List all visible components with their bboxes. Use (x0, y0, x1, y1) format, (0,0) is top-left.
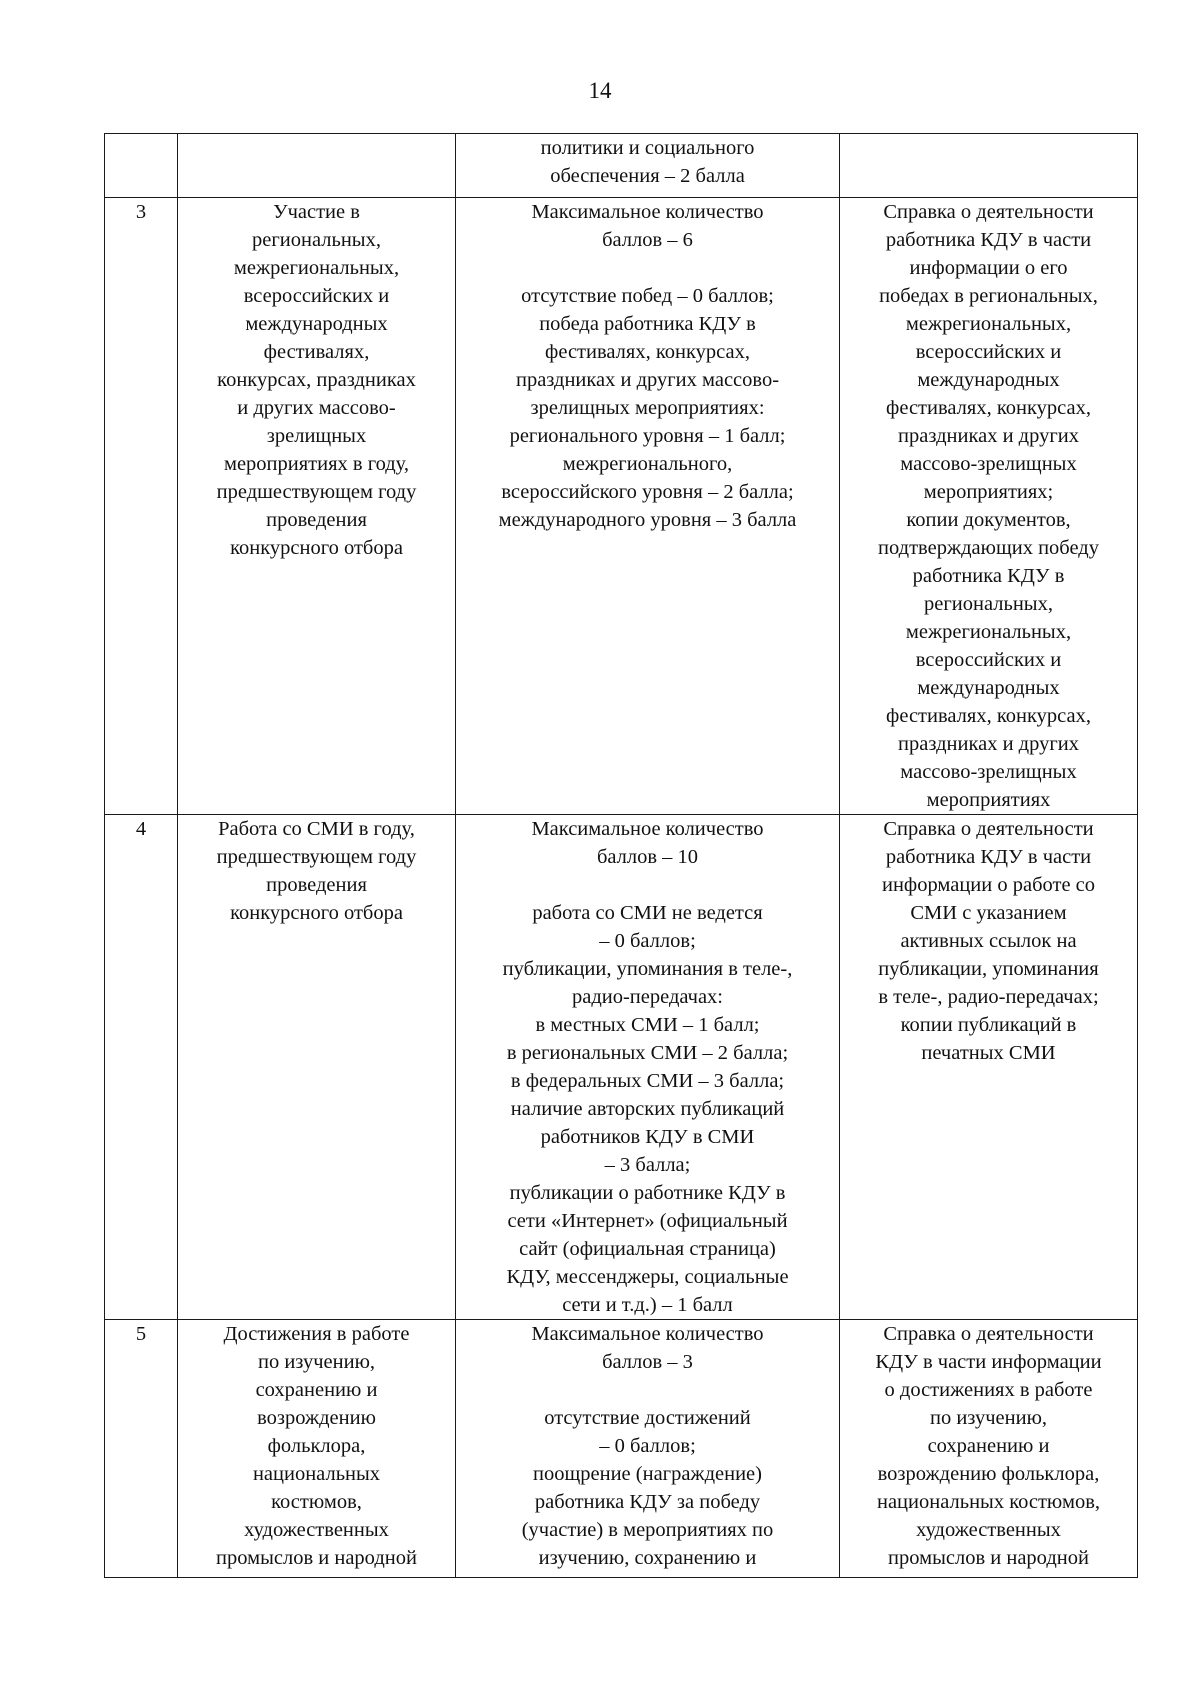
text-line: мероприятиях; (923, 481, 1054, 503)
paragraph-gap (462, 1376, 833, 1404)
text-line: региональных, (924, 593, 1053, 615)
text-line: работника КДУ в части (885, 846, 1092, 868)
text-line: (участие) в мероприятиях по (521, 1519, 774, 1541)
cell-scoring (456, 198, 840, 815)
text-line: баллов – 10 (596, 846, 699, 868)
text-line: радио-передачах: (571, 986, 724, 1008)
page-number: 14 (588, 78, 612, 103)
text-line: возрождению фольклора, (877, 1463, 1100, 1485)
cell-num: 3 (105, 198, 178, 815)
text-line: праздниках и других (898, 425, 1079, 447)
text-line: национальных (252, 1463, 381, 1485)
text-line: изучению, сохранению и (538, 1547, 757, 1569)
text-line: межрегионального, (562, 453, 733, 475)
text-line: фестивалях, конкурсах, (545, 341, 750, 363)
cell-scoring (456, 815, 840, 1320)
text-line: КДУ в части информации (875, 1351, 1102, 1373)
text-line: сохранению и (927, 1435, 1050, 1457)
text-line: СМИ с указанием (910, 902, 1067, 924)
text-line: публикации, упоминания в теле-, (502, 958, 793, 980)
cell-num: 4 (105, 815, 178, 1320)
text-line: праздниках и других массово- (515, 369, 780, 391)
text-line: межрегиональных, (905, 313, 1072, 335)
text-line: о достижениях в работе (884, 1379, 1093, 1401)
text-line: художественных (916, 1519, 1061, 1541)
cell-documents (840, 198, 1138, 815)
text-line: по изучению, (929, 1407, 1048, 1429)
table-row-continuation (105, 134, 1138, 198)
cell-documents (840, 815, 1138, 1320)
cell-criterion (178, 815, 456, 1320)
text-line: массово-зрелищных (900, 453, 1077, 475)
text-line: фестивалях, (263, 341, 370, 363)
text-line: конкурсного отбора (230, 902, 403, 924)
cell-num: 5 (105, 1320, 178, 1578)
text-line: зрелищных (266, 425, 367, 447)
text-line: работника КДУ в части (885, 229, 1092, 251)
cell-scoring (456, 134, 840, 198)
text-line: работника КДУ в (912, 565, 1065, 587)
text-line: наличие авторских публикаций (510, 1098, 785, 1120)
text-line: всероссийского уровня – 2 балла; (501, 481, 794, 503)
text-line: художественных (244, 1519, 389, 1541)
text-line: фестивалях, конкурсах, (886, 397, 1091, 419)
text-line: – 0 баллов; (599, 930, 696, 952)
cell-documents (840, 1320, 1138, 1578)
text-line: всероссийских и (243, 285, 390, 307)
text-line: публикации о работнике КДУ в (509, 1182, 786, 1204)
text-line: Справка о деятельности (883, 1323, 1094, 1345)
text-line: КДУ, мессенджеры, социальные (506, 1266, 789, 1288)
paragraph-gap (462, 254, 833, 282)
text-line: баллов – 3 (602, 1351, 693, 1373)
text-line: Максимальное количество (531, 1323, 764, 1345)
text-line: копии публикаций в (900, 1014, 1077, 1036)
text-line: промыслов и народной (216, 1547, 417, 1569)
text-line: фестивалях, конкурсах, (886, 705, 1091, 727)
text-line: фольклора, (267, 1435, 366, 1457)
text-line: по изучению, (257, 1351, 376, 1373)
text-line: Справка о деятельности (883, 818, 1094, 840)
text-line: баллов – 6 (602, 229, 693, 251)
text-line: активных ссылок на (900, 930, 1077, 952)
text-line: сети и т.д.) – 1 балл (562, 1294, 733, 1316)
text-line: победа работника КДУ в (539, 313, 756, 335)
cell-criterion (178, 134, 456, 198)
text-line: Участие в (273, 201, 360, 223)
text-line: в местных СМИ – 1 балл; (535, 1014, 760, 1036)
text-line: обеспечения – 2 балла (550, 165, 745, 187)
text-line: предшествующем году (216, 846, 417, 868)
table-row (105, 815, 1138, 1320)
text-line: в федеральных СМИ – 3 балла; (510, 1070, 785, 1092)
text-line: сети «Интернет» (официальный (507, 1210, 788, 1232)
text-line: Максимальное количество (531, 818, 764, 840)
text-line: печатных СМИ (921, 1042, 1056, 1064)
text-line: зрелищных мероприятиях: (530, 397, 765, 419)
text-line: международного уровня – 3 балла (498, 509, 797, 531)
text-line: межрегиональных, (233, 257, 400, 279)
text-line: национальных костюмов, (876, 1491, 1101, 1513)
text-line: работа со СМИ не ведется (532, 902, 763, 924)
text-line: регионального уровня – 1 балл; (509, 425, 786, 447)
text-line: сохранению и (255, 1379, 378, 1401)
text-line: международных (245, 313, 388, 335)
text-line: сайт (официальная страница) (519, 1238, 776, 1260)
cell-documents (840, 134, 1138, 198)
text-line: всероссийских и (915, 649, 1062, 671)
cell-criterion (178, 198, 456, 815)
text-line: Достижения в работе (223, 1323, 410, 1345)
text-line: – 3 балла; (604, 1154, 691, 1176)
text-line: международных (917, 369, 1060, 391)
text-line: всероссийских и (915, 341, 1062, 363)
text-line: промыслов и народной (888, 1547, 1089, 1569)
text-line: региональных, (252, 229, 381, 251)
text-line: предшествующем году (216, 481, 417, 503)
text-line: поощрение (награждение) (533, 1463, 762, 1485)
text-line: в теле-, радио-передачах; (878, 986, 1099, 1008)
text-line: возрождению (257, 1407, 376, 1429)
text-line: Максимальное количество (531, 201, 764, 223)
text-line: массово-зрелищных (900, 761, 1077, 783)
text-line: мероприятиях в году, (223, 453, 410, 475)
text-line: костюмов, (271, 1491, 362, 1513)
cell-scoring (456, 1320, 840, 1578)
text-line: отсутствие достижений (544, 1407, 751, 1429)
text-line: праздниках и других (898, 733, 1079, 755)
cell-num (105, 134, 178, 198)
text-line: информации о его (909, 257, 1068, 279)
text-line: проведения (266, 509, 367, 531)
criteria-table (104, 133, 1138, 1578)
text-line: работников КДУ в СМИ (540, 1126, 755, 1148)
paragraph-gap (462, 871, 833, 899)
text-line: Работа со СМИ в году, (218, 818, 415, 840)
text-line: работника КДУ за победу (534, 1491, 761, 1513)
text-line: межрегиональных, (905, 621, 1072, 643)
text-line: в региональных СМИ – 2 балла; (506, 1042, 789, 1064)
cell-criterion (178, 1320, 456, 1578)
text-line: публикации, упоминания (878, 958, 1099, 980)
text-line: и других массово- (237, 397, 396, 419)
text-line: проведения (266, 874, 367, 896)
text-line: информации о работе со (881, 874, 1096, 896)
text-line: политики и социального (540, 137, 755, 159)
text-line: копии документов, (906, 509, 1071, 531)
text-line: мероприятиях (926, 789, 1051, 811)
table-row (105, 198, 1138, 815)
text-line: – 0 баллов; (599, 1435, 696, 1457)
text-line: победах в региональных, (879, 285, 1098, 307)
table-row (105, 1320, 1138, 1578)
text-line: международных (917, 677, 1060, 699)
text-line: конкурсах, праздниках (217, 369, 416, 391)
text-line: подтверждающих победу (878, 537, 1099, 559)
text-line: конкурсного отбора (230, 537, 403, 559)
text-line: Справка о деятельности (883, 201, 1094, 223)
text-line: отсутствие побед – 0 баллов; (521, 285, 774, 307)
